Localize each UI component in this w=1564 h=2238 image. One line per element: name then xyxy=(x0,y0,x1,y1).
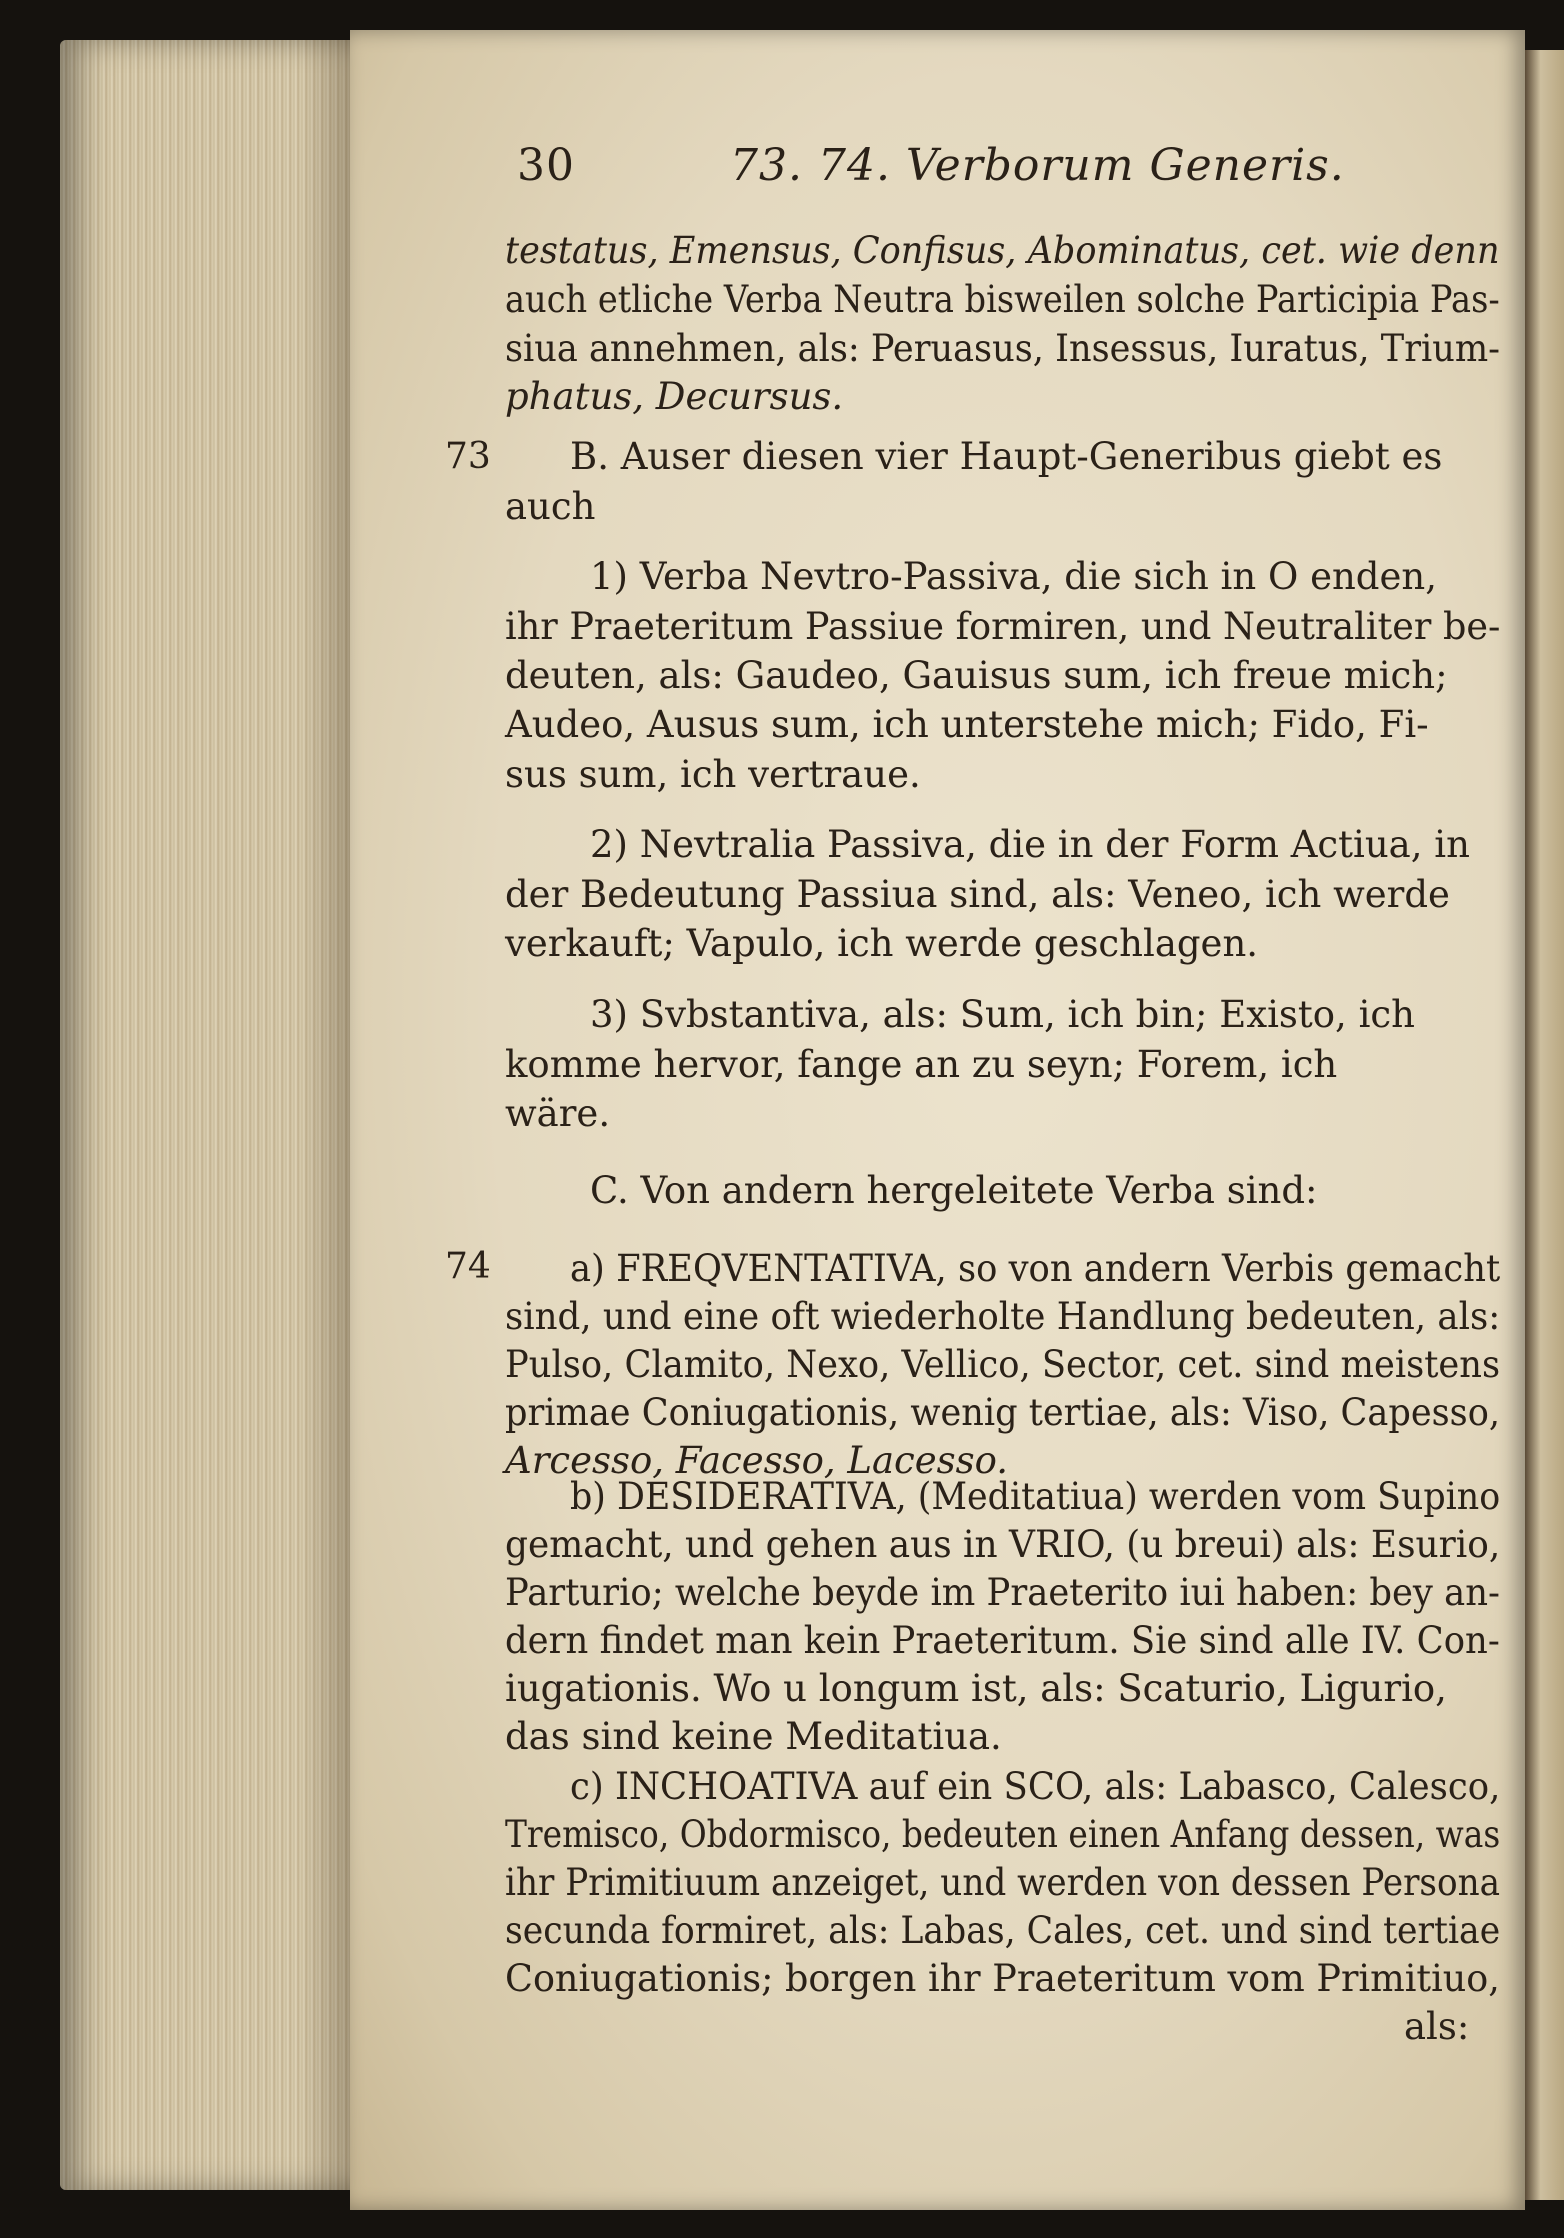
running-header xyxy=(517,140,1345,191)
text-line: wäre. xyxy=(505,1092,611,1135)
text-line: C. Von andern hergeleitete Verba sind: xyxy=(590,1169,1318,1212)
text-line: Pulso, Clamito, Nexo, Vellico, Sector, cet. sind meistens xyxy=(505,1343,1501,1386)
next-page-edge xyxy=(1525,50,1564,2200)
text-line: verkauft; Vapulo, ich werde geschlagen. xyxy=(505,922,1259,965)
text-line: 1) Verba Nevtro-Passiva, die sich in O enden, xyxy=(590,555,1437,598)
text-line: sind, und eine oft wiederholte Handlung bedeuten, als: xyxy=(505,1295,1501,1338)
text-line: siua annehmen, als: Peruasus, Insessus, Iuratus, Trium- xyxy=(505,327,1501,370)
margin-number: 74 xyxy=(445,1246,491,1287)
text-line: komme hervor, fange an zu seyn; Forem, ich xyxy=(505,1043,1338,1086)
margin-number: 73 xyxy=(445,436,491,477)
text-line: ihr Praeteritum Passiue formiren, und Neutraliter be- xyxy=(505,605,1501,648)
text-line: als: xyxy=(1404,2005,1470,2048)
text-line: b) DESIDERATIVA, (Meditatiua) werden vom Supino xyxy=(570,1475,1501,1518)
text-line: phatus, Decursus. xyxy=(505,375,844,418)
text-line: Coniugationis; borgen ihr Praeteritum vom Primitiuo, xyxy=(505,1957,1500,2000)
text-line: deuten, als: Gaudeo, Gauisus sum, ich freue mich; xyxy=(505,654,1448,697)
text-line: Arcesso, Facesso, Lacesso. xyxy=(505,1439,1009,1482)
text-line: gemacht, und gehen aus in VRIO, (u breui) als: Esurio, xyxy=(505,1523,1501,1566)
text-line: Parturio; welche beyde im Praeterito iui haben: bey an- xyxy=(505,1571,1500,1614)
text-line: B. Auser diesen vier Haupt-Generibus giebt es xyxy=(570,435,1443,478)
page-number: 30 xyxy=(517,140,575,191)
text-line: auch etliche Verba Neutra bisweilen solche Participia Pas- xyxy=(505,278,1500,321)
text-line: Audeo, Ausus sum, ich unterstehe mich; Fido, Fi- xyxy=(505,703,1429,746)
text-line: sus sum, ich vertraue. xyxy=(505,753,921,796)
text-line: iugationis. Wo u longum ist, als: Scaturio, Ligurio, xyxy=(505,1667,1447,1710)
text-line: Tremisco, Obdormisco, bedeuten einen Anfang dessen, was xyxy=(505,1813,1501,1856)
text-line: a) FREQVENTATIVA, so von andern Verbis gemacht xyxy=(570,1247,1501,1290)
text-line: auch xyxy=(505,485,596,528)
text-line: ihr Primitiuum anzeiget, und werden von dessen Persona xyxy=(505,1861,1501,1904)
text-line: der Bedeutung Passiua sind, als: Veneo, ich werde xyxy=(505,873,1450,916)
text-line: dern findet man kein Praeteritum. Sie sind alle IV. Con- xyxy=(505,1619,1500,1662)
text-line: das sind keine Meditatiua. xyxy=(505,1715,1002,1758)
text-line: c) INCHOATIVA auf ein SCO, als: Labasco, Calesco, xyxy=(570,1765,1501,1808)
text-line: 2) Nevtralia Passiva, die in der Form Actiua, in xyxy=(590,823,1470,866)
text-line: 3) Svbstantiva, als: Sum, ich bin; Existo, ich xyxy=(590,993,1415,1036)
header-title: 73. 74. Verborum Generis. xyxy=(730,140,1345,191)
text-line: testatus, Emensus, Confisus, Abominatus, cet. wie denn xyxy=(505,229,1500,272)
text-line: primae Coniugationis, wenig tertiae, als: Viso, Capesso, xyxy=(505,1391,1501,1434)
text-line: secunda formiret, als: Labas, Cales, cet. und sind tertiae xyxy=(505,1909,1501,1952)
